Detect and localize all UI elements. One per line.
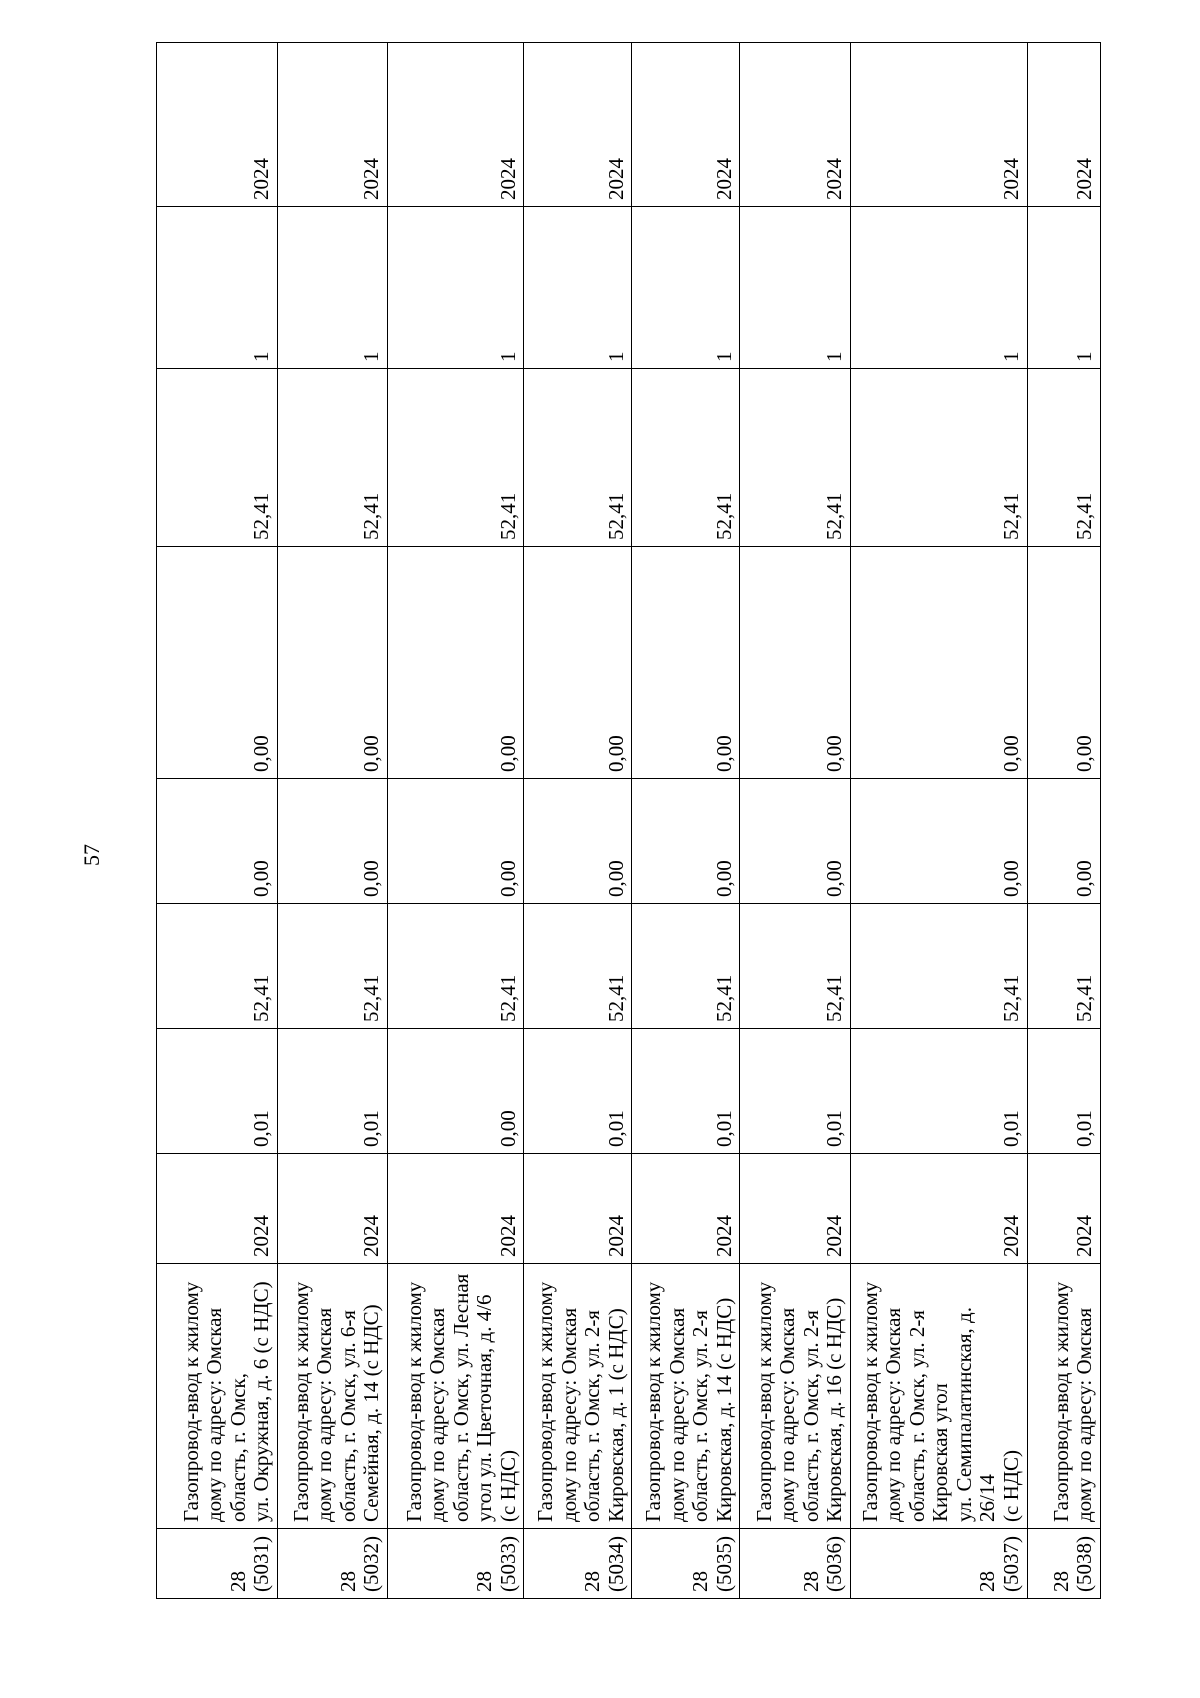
row-id-number: 28 [335,1571,360,1592]
quantity: 1 [850,207,1027,369]
table-row [524,43,632,1599]
start-year: 2024 [632,1154,740,1264]
year-col-7: 2024 [632,43,740,207]
object-description: Газопровод-ввод к жилому дому по адресу: Омская область, г. Омск, ул. 2-я Кировская, д. 16 (с НДС) [740,1264,850,1529]
value-col-4: 0,00 [157,547,278,779]
start-year: 2024 [157,1154,278,1264]
value-col-1: 0,01 [157,1029,278,1154]
value-col-2: 52,41 [850,904,1027,1029]
row-id [740,1529,850,1599]
row-id [524,1529,632,1599]
value-col-5: 52,41 [524,369,632,547]
value-col-2: 52,41 [740,904,850,1029]
row-id-code: (5037) [998,1536,1023,1592]
value-col-2: 52,41 [1027,904,1101,1029]
row-id [1027,1529,1101,1599]
object-description: Газопровод-ввод к жилому дому по адресу: Омская [1027,1264,1101,1529]
start-year: 2024 [524,1154,632,1264]
value-col-5: 52,41 [157,369,278,547]
table-row [632,43,740,1599]
value-col-2: 52,41 [157,904,278,1029]
table-row [850,43,1027,1599]
value-col-1: 0,00 [387,1029,523,1154]
value-col-4: 0,00 [387,547,523,779]
row-id-code: (5038) [1072,1536,1097,1592]
object-description: Газопровод-ввод к жилому дому по адресу: Омская область, г. Омск, ул. 2-я Кировская, д. 1 (с НДС) [524,1264,632,1529]
value-col-3: 0,00 [157,779,278,904]
quantity: 1 [1027,207,1101,369]
quantity: 1 [740,207,850,369]
value-col-4: 0,00 [850,547,1027,779]
page-number: 57 [79,844,104,866]
row-id-number: 28 [1048,1571,1073,1592]
value-col-5: 52,41 [277,369,387,547]
row-id-number: 28 [225,1571,250,1592]
quantity: 1 [632,207,740,369]
row-id [632,1529,740,1599]
table-canvas [156,83,1101,1599]
value-col-1: 0,01 [524,1029,632,1154]
row-id-code: (5033) [495,1536,520,1592]
value-col-1: 0,01 [277,1029,387,1154]
object-description: Газопровод-ввод к жилому дому по адресу: Омская область, г. Омск, ул. Лесная угол ул. Цветочная, д. 4/6 (с НДС) [387,1264,523,1529]
table-row [740,43,850,1599]
object-description: Газопровод-ввод к жилому дому по адресу: Омская область, г. Омск, ул. 2-я Кировская, д. 14 (с НДС) [632,1264,740,1529]
value-col-3: 0,00 [850,779,1027,904]
value-col-3: 0,00 [632,779,740,904]
year-col-7: 2024 [740,43,850,207]
value-col-4: 0,00 [277,547,387,779]
quantity: 1 [277,207,387,369]
rotated-table-wrapper [156,83,1101,1599]
quantity: 1 [387,207,523,369]
value-col-2: 52,41 [524,904,632,1029]
start-year: 2024 [277,1154,387,1264]
value-col-4: 0,00 [740,547,850,779]
row-id [277,1529,387,1599]
row-id-number: 28 [580,1571,605,1592]
object-description: Газопровод-ввод к жилому дому по адресу: Омская область, г. Омск, ул. Окружная, д. 6 (с НДС) [157,1264,278,1529]
investment-table [156,42,1101,1599]
table-body [157,43,1101,1599]
year-col-7: 2024 [850,43,1027,207]
row-id-number: 28 [688,1571,713,1592]
value-col-2: 52,41 [387,904,523,1029]
value-col-1: 0,01 [632,1029,740,1154]
row-id [157,1529,278,1599]
year-col-7: 2024 [157,43,278,207]
row-id-number: 28 [975,1571,1000,1592]
start-year: 2024 [850,1154,1027,1264]
year-col-7: 2024 [524,43,632,207]
year-col-7: 2024 [387,43,523,207]
quantity: 1 [524,207,632,369]
row-id [850,1529,1027,1599]
row-id [387,1529,523,1599]
row-id-number: 28 [798,1571,823,1592]
row-id-code: (5035) [711,1536,736,1592]
value-col-3: 0,00 [277,779,387,904]
value-col-5: 52,41 [1027,369,1101,547]
quantity: 1 [157,207,278,369]
value-col-2: 52,41 [632,904,740,1029]
start-year: 2024 [387,1154,523,1264]
value-col-4: 0,00 [524,547,632,779]
value-col-5: 52,41 [850,369,1027,547]
row-id-code: (5032) [359,1536,384,1592]
value-col-4: 0,00 [1027,547,1101,779]
year-col-7: 2024 [1027,43,1101,207]
table-row [387,43,523,1599]
object-description: Газопровод-ввод к жилому дому по адресу: Омская область, г. Омск, ул. 2-я Кировская угол ул. Семипалатинская, д. 26/14 (с НДС) [850,1264,1027,1529]
value-col-4: 0,00 [632,547,740,779]
table-row [1027,43,1101,1599]
row-id-code: (5031) [249,1536,274,1592]
start-year: 2024 [1027,1154,1101,1264]
table-row [277,43,387,1599]
value-col-1: 0,01 [1027,1029,1101,1154]
row-id-code: (5034) [603,1536,628,1592]
value-col-1: 0,01 [850,1029,1027,1154]
object-description: Газопровод-ввод к жилому дому по адресу: Омская область, г. Омск, ул. 6-я Семейная, д. 14 (с НДС) [277,1264,387,1529]
start-year: 2024 [740,1154,850,1264]
value-col-5: 52,41 [740,369,850,547]
year-col-7: 2024 [277,43,387,207]
table-row [157,43,278,1599]
value-col-3: 0,00 [1027,779,1101,904]
value-col-3: 0,00 [524,779,632,904]
value-col-3: 0,00 [387,779,523,904]
row-id-number: 28 [472,1571,497,1592]
value-col-3: 0,00 [740,779,850,904]
value-col-5: 52,41 [632,369,740,547]
value-col-5: 52,41 [387,369,523,547]
value-col-1: 0,01 [740,1029,850,1154]
row-id-code: (5036) [822,1536,847,1592]
value-col-2: 52,41 [277,904,387,1029]
